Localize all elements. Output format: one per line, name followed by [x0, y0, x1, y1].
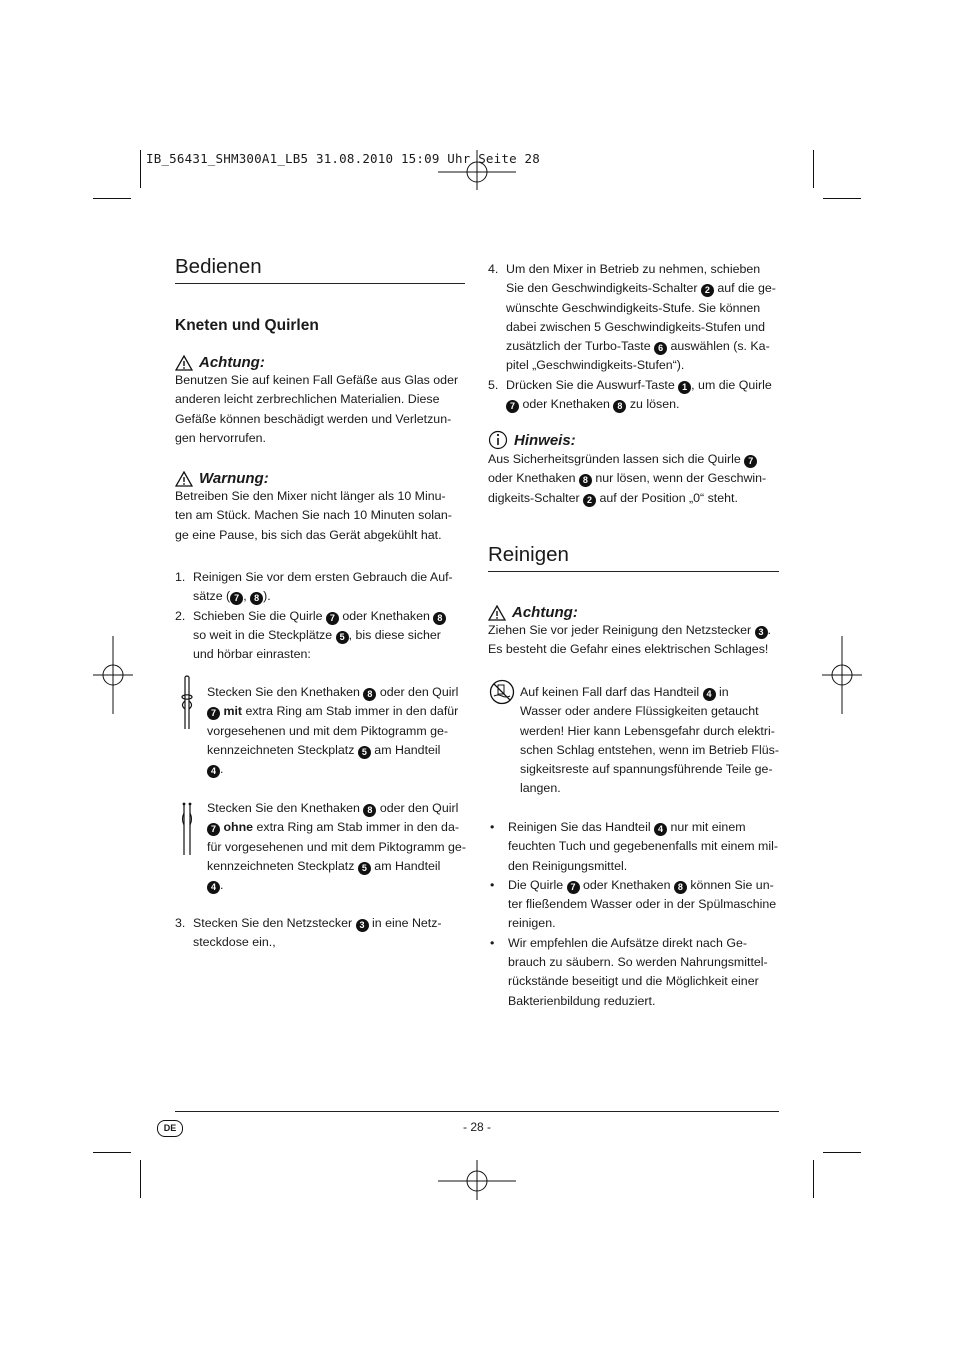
text-line: anderen leicht zerbrechlichen Materialien. Diese [175, 392, 440, 407]
part-number-badge: 8 [250, 592, 263, 605]
crop-mark [93, 1152, 131, 1153]
text: digkeits-Schalter [488, 490, 584, 505]
achtung-label: Achtung: [512, 604, 578, 621]
section-reinigen [488, 543, 779, 572]
step-number: 5. [488, 377, 499, 392]
text: und hörbar einrasten: [193, 647, 311, 662]
part-number-badge: 8 [363, 804, 376, 817]
text: vorgesehenen und mit dem Piktogramm ge- [207, 723, 449, 738]
part-number-badge: 4 [654, 823, 667, 836]
part-number-badge: 8 [613, 400, 626, 413]
part-number-badge: 7 [567, 881, 580, 894]
text: oder Knethaken [488, 471, 579, 486]
registration-mark-icon [822, 636, 862, 714]
bullet-text [508, 818, 778, 876]
step-number: 2. [175, 608, 186, 623]
footer-divider [175, 1111, 779, 1112]
hinweis-label: Hinweis: [514, 431, 576, 449]
text: Aus Sicherheitsgründen lassen sich die Quirle [488, 452, 745, 466]
text: Drücken Sie die Auswurf-Taste [506, 377, 679, 392]
no-water-immersion-icon [489, 679, 515, 705]
text: kennzeichneten Steckplatz [207, 742, 358, 757]
steps-list-left-2 [175, 914, 467, 953]
bullet: • [490, 935, 495, 950]
bullet: • [490, 877, 495, 892]
text: zusätzlich der Turbo-Taste [506, 339, 655, 354]
text: so weit in die Steckplätze [193, 627, 336, 642]
part-number-badge: 4 [207, 881, 220, 894]
list-item [175, 568, 467, 607]
part-number-badge: 1 [678, 381, 691, 394]
text-line: Gefäße können beschädigt werden und Verletzun- [175, 411, 452, 426]
achtung-note-reinigen [488, 604, 780, 660]
text: auf die ge- [713, 281, 776, 296]
emphasis: ohne [220, 820, 254, 835]
text: Die Quirle [508, 877, 567, 892]
attachment-with-ring-icon [178, 675, 196, 731]
text: feuchten Tuch und gegebenenfalls mit einem mil- [508, 839, 778, 854]
text: , bis diese sicher [348, 627, 441, 642]
text: ). [263, 589, 271, 604]
step-number: 1. [175, 570, 186, 584]
part-number-badge: 7 [207, 707, 220, 720]
text: am Handteil [370, 742, 441, 757]
warnung-text [175, 487, 467, 545]
part-number-badge: 8 [674, 881, 687, 894]
cleaning-bullets [488, 818, 782, 1011]
text: Sie den Geschwindigkeits-Schalter [506, 281, 701, 296]
no-water-warning-text [520, 683, 782, 799]
section-title: Bedienen [175, 255, 262, 278]
page-number: - 28 - [462, 1120, 491, 1134]
divider [488, 571, 779, 572]
achtung-text [175, 371, 467, 448]
text-line: Reinigen Sie vor dem ersten Gebrauch die Auf- [193, 570, 453, 584]
registration-mark-icon [438, 1160, 516, 1200]
language-badge: DE [157, 1120, 183, 1137]
text: für vorgesehenen und mit dem Piktogramm ge- [207, 839, 466, 854]
subsection-title [175, 317, 319, 335]
mit-ring-text [207, 683, 467, 779]
text: auf der Position „0“ steht. [596, 490, 738, 505]
warning-triangle-icon [488, 605, 506, 621]
crop-mark [93, 198, 131, 199]
crop-mark [813, 150, 814, 188]
text: sigkeitsreste auf spannungsführende Teile ge- [520, 762, 773, 777]
section-bedienen [175, 255, 465, 284]
print-header: IB_56431_SHM300A1_LB5 31.08.2010 15:09 Uhr Seite 28 [146, 151, 541, 166]
list-item [488, 376, 780, 415]
warning-triangle-icon [175, 355, 193, 371]
text: in eine Netz- [368, 916, 442, 930]
subsection-heading: Kneten und Quirlen [175, 317, 319, 334]
text: . [220, 762, 224, 777]
text-line: ten am Stück. Machen Sie nach 10 Minuten solan- [175, 508, 452, 523]
text: zu lösen. [626, 397, 680, 412]
crop-mark [823, 198, 861, 199]
text: Bakterienbildung reduziert. [508, 993, 656, 1008]
list-item [488, 818, 782, 876]
part-number-badge: 7 [230, 592, 243, 605]
part-number-badge: 5 [336, 631, 349, 644]
warnung-label: Warnung: [199, 470, 269, 487]
part-number-badge: 7 [207, 823, 220, 836]
text: rückstände beseitigt und die Möglichkeit einer [508, 974, 759, 989]
info-icon [488, 430, 508, 450]
part-number-badge: 7 [326, 612, 339, 625]
part-number-badge: 8 [433, 612, 446, 625]
text: steckdose ein., [193, 935, 276, 950]
text: brauch zu säubern. So werden Nahrungsmittel- [508, 955, 768, 970]
part-number-badge: 8 [579, 474, 592, 487]
text: Wasser oder andere Flüssigkeiten getaucht [520, 704, 759, 719]
part-number-badge: 4 [703, 688, 716, 701]
text-line: sätze ( [193, 589, 231, 604]
text: oder den Quirl [376, 801, 459, 815]
step-number: 3. [175, 916, 186, 930]
text: . [220, 878, 224, 893]
text: Reinigen Sie das Handteil [508, 820, 655, 834]
text: kennzeichneten Steckplatz [207, 858, 358, 873]
hinweis-text [488, 450, 780, 508]
text: am Handteil [370, 858, 441, 873]
part-number-badge: 7 [744, 455, 757, 468]
warnung-note [175, 470, 467, 545]
part-number-badge: 3 [755, 626, 768, 639]
part-number-badge: 8 [363, 688, 376, 701]
part-number-badge: 3 [356, 919, 369, 932]
text: oder Knethaken [519, 397, 614, 412]
bullet-text [508, 934, 768, 1011]
emphasis: mit [220, 704, 243, 719]
warning-triangle-icon [175, 471, 193, 487]
divider [175, 283, 465, 284]
part-number-badge: 4 [207, 765, 220, 778]
step-text [506, 260, 776, 376]
text: den Reinigungsmittel. [508, 858, 628, 873]
hinweis-heading [488, 430, 780, 450]
text: , um die Quirle [691, 377, 772, 392]
hinweis-note [488, 430, 780, 508]
step-text [193, 607, 446, 665]
section-title: Reinigen [488, 543, 569, 566]
list-item [488, 876, 782, 934]
part-number-badge: 7 [506, 400, 519, 413]
text: oder den Quirl [376, 685, 459, 699]
text: werden! Hier kann Lebensgefahr durch elektri- [520, 723, 775, 738]
achtung-label: Achtung: [199, 354, 265, 371]
crop-mark [813, 1160, 814, 1198]
text: pitel „Geschwindigkeits-Stufen“). [506, 358, 685, 373]
attachment-without-ring-icon [178, 801, 196, 857]
text-line: gen hervorrufen. [175, 430, 266, 445]
achtung-text [488, 621, 780, 660]
step-text [193, 914, 442, 953]
text: Es besteht die Gefahr eines elektrischen Schlages! [488, 642, 769, 657]
warnung-heading [175, 470, 467, 487]
list-item [488, 260, 780, 376]
text: langen. [520, 781, 561, 796]
bullet-text [508, 876, 776, 934]
text-line: Benutzen Sie auf keinen Fall Gefäße aus Glas oder [175, 373, 459, 387]
text: Stecken Sie den Netzstecker [193, 916, 356, 930]
text: Schieben Sie die Quirle [193, 608, 326, 623]
list-item [175, 914, 467, 953]
crop-mark [823, 1152, 861, 1153]
ohne-ring-text [207, 799, 469, 895]
text: . [767, 623, 771, 637]
text: Wir empfehlen die Aufsätze direkt nach Ge- [508, 935, 747, 950]
list-item [488, 934, 782, 1011]
text: extra Ring am Stab immer in den dafür [242, 704, 459, 719]
text: in [715, 685, 729, 699]
text: schen Schlag entstehen, wenn im Betrieb Flüs- [520, 742, 779, 757]
crop-mark [140, 1160, 141, 1198]
text: auswählen (s. Ka- [667, 339, 770, 354]
text: oder Knethaken [579, 877, 674, 892]
text: Stecken Sie den Knethaken [207, 801, 364, 815]
part-number-badge: 2 [701, 284, 714, 297]
text-line: ge eine Pause, bis sich das Gerät abgekühlt hat. [175, 527, 442, 542]
part-number-badge: 5 [358, 746, 371, 759]
steps-list-left [175, 568, 467, 664]
step-text [193, 568, 453, 607]
achtung-heading [488, 604, 780, 621]
text: reinigen. [508, 916, 556, 931]
text: extra Ring am Stab immer in den da- [253, 820, 459, 835]
text: nur lösen, wenn der Geschwin- [591, 471, 767, 486]
step-text [506, 376, 772, 415]
registration-mark-icon [93, 636, 133, 714]
part-number-badge: 2 [583, 494, 596, 507]
achtung-heading [175, 354, 467, 371]
text: , [243, 589, 251, 604]
text: ter fließendem Wasser oder in der Spülmaschine [508, 897, 777, 912]
text: Stecken Sie den Knethaken [207, 685, 364, 699]
text: oder Knethaken [338, 608, 434, 623]
text: Auf keinen Fall darf das Handteil [520, 685, 703, 699]
achtung-note [175, 354, 467, 448]
text: Ziehen Sie vor jeder Reinigung den Netzstecker [488, 623, 755, 637]
text: können Sie un- [686, 877, 774, 892]
part-number-badge: 6 [654, 342, 667, 355]
crop-mark [140, 150, 141, 188]
text: Um den Mixer in Betrieb zu nehmen, schieben [506, 262, 761, 276]
step-number: 4. [488, 262, 499, 276]
list-item [175, 607, 467, 665]
text-line: Betreiben Sie den Mixer nicht länger als 10 Minu- [175, 489, 446, 503]
part-number-badge: 5 [358, 862, 371, 875]
text: wünschte Geschwindigkeits-Stufe. Sie können [506, 300, 761, 315]
bullet: • [490, 820, 495, 834]
steps-list-right [488, 260, 780, 414]
text: dabei zwischen 5 Geschwindigkeits-Stufen und [506, 319, 765, 334]
text: nur mit einem [667, 820, 746, 834]
